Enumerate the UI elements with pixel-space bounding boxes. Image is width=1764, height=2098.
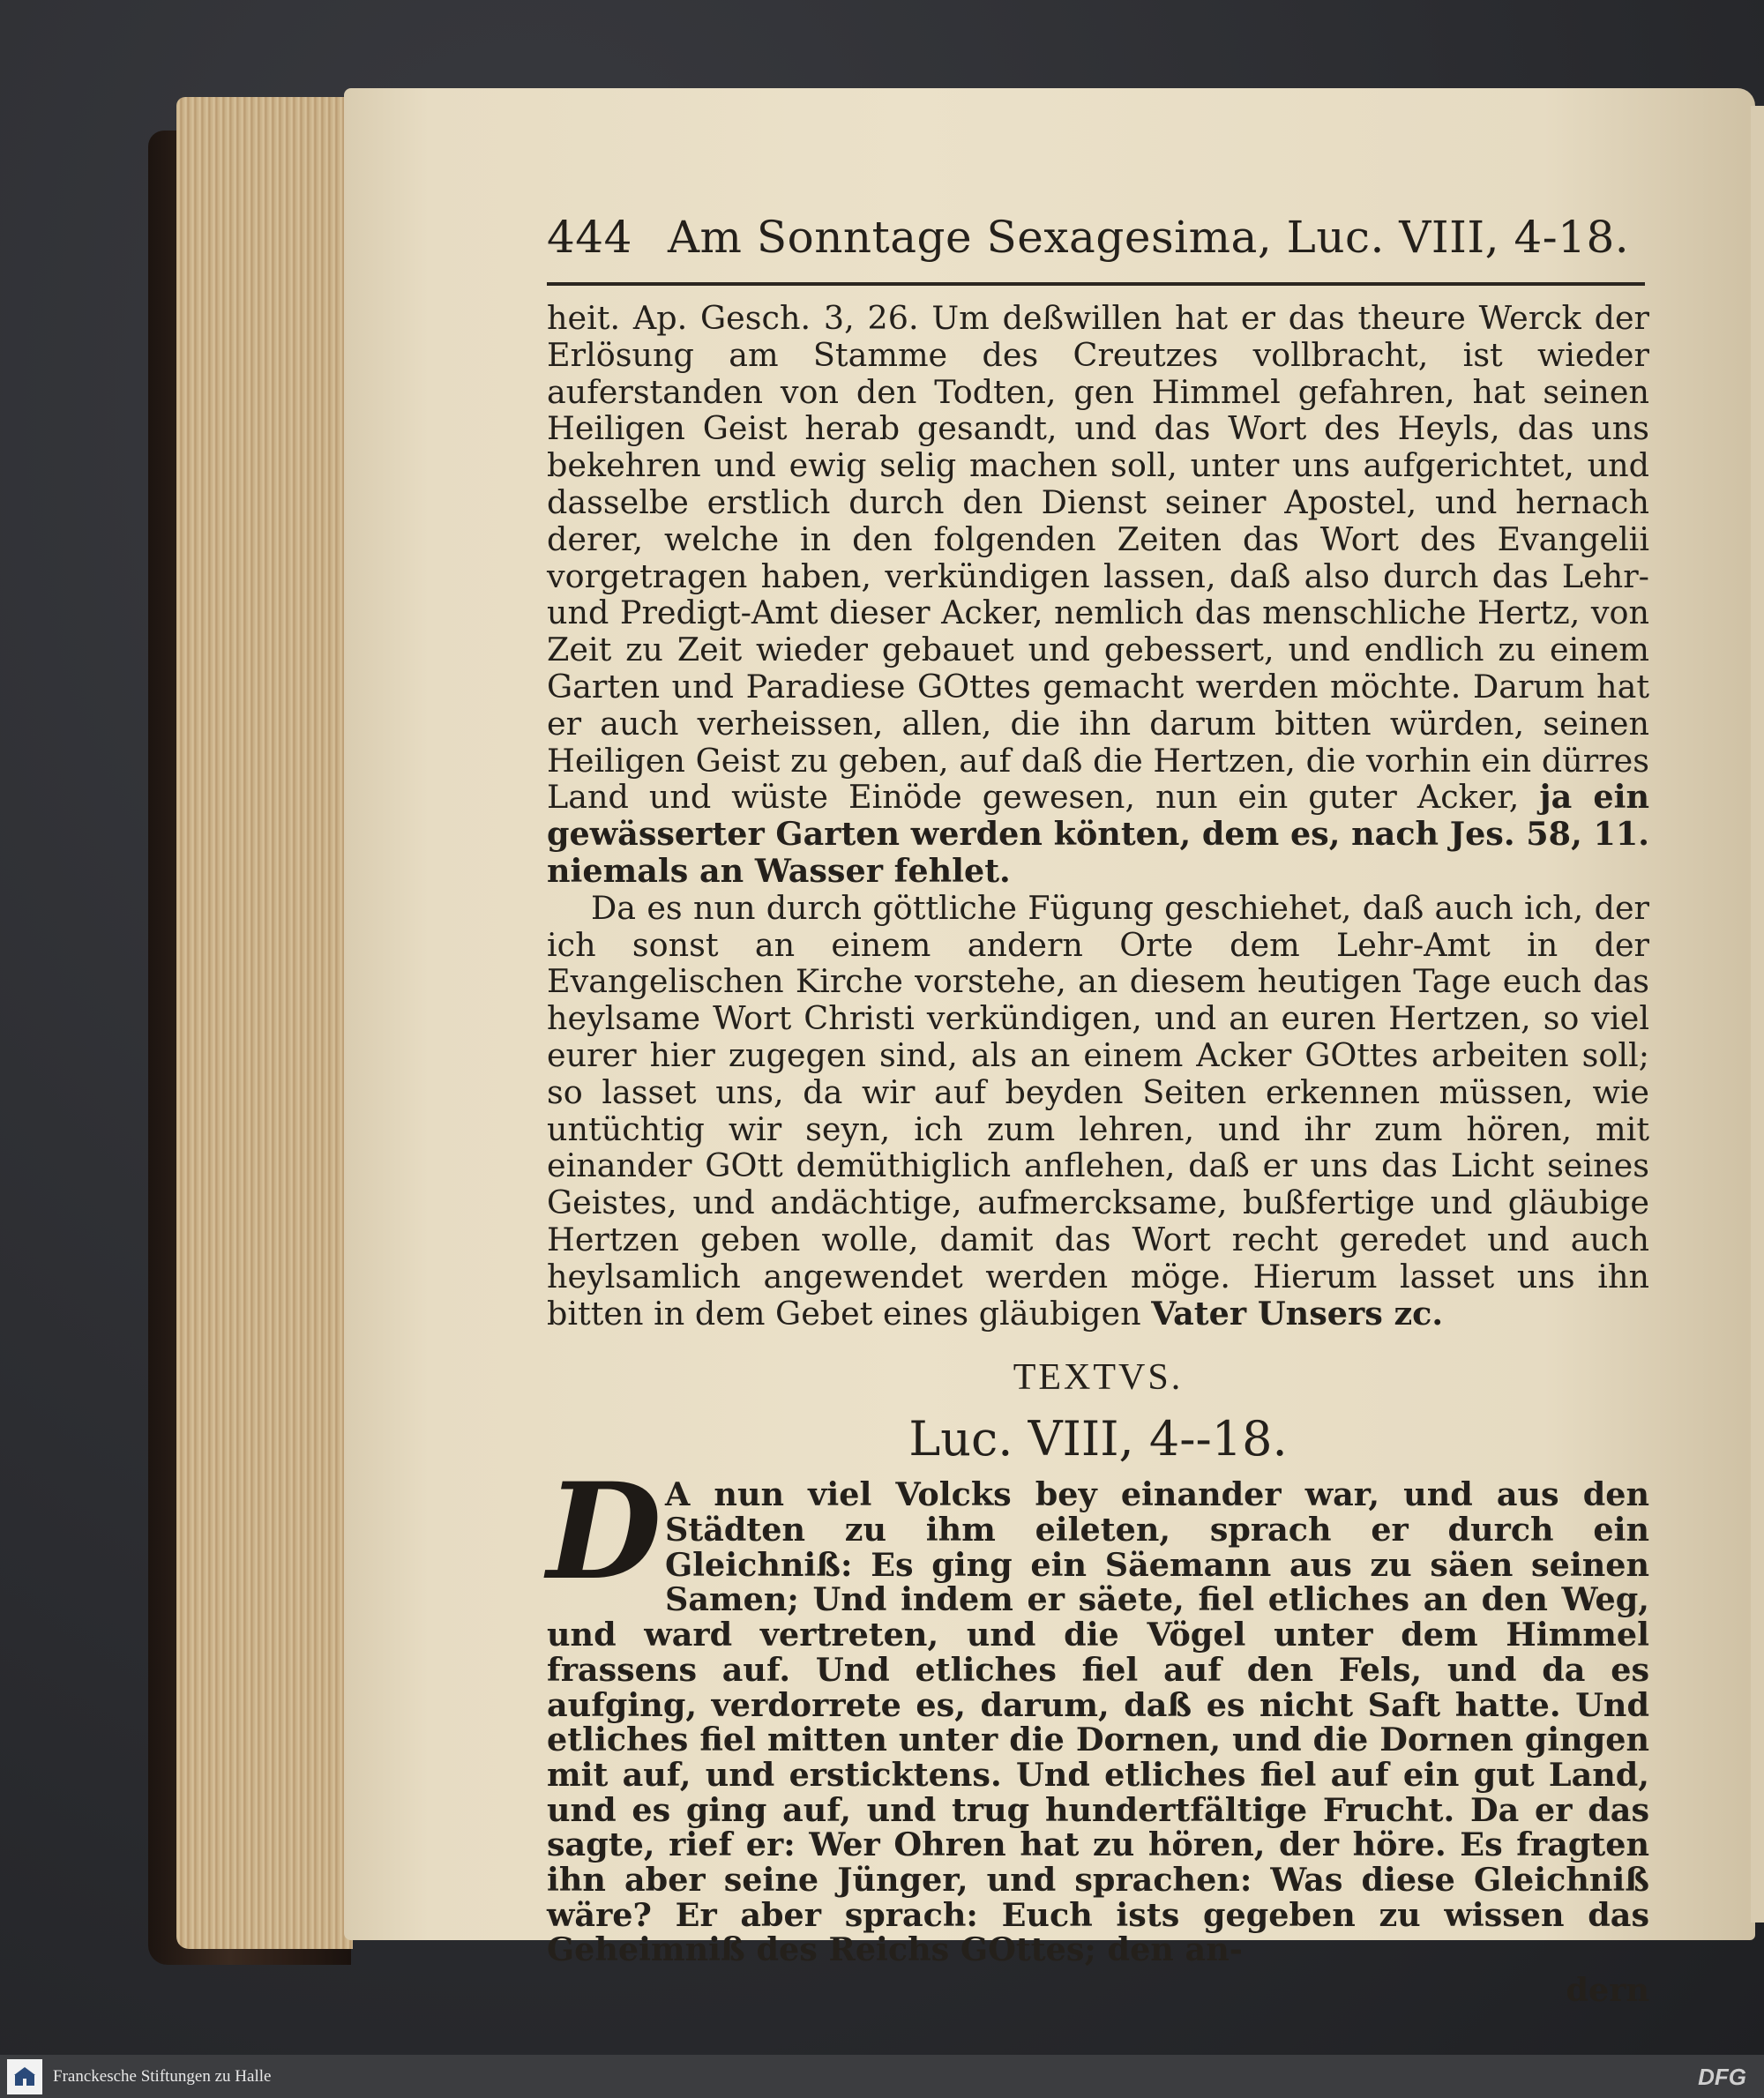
page-number: 444 [547, 212, 632, 263]
dfg-logo: DFG [1698, 2064, 1746, 2090]
sermon-text [547, 300, 1649, 1332]
building-icon [12, 2064, 37, 2089]
page-text-block [547, 212, 1649, 2009]
facing-page-edge [1751, 106, 1764, 1923]
page-fore-edge [176, 97, 353, 1949]
catchword: dern [1566, 1971, 1649, 2010]
header-rule [547, 282, 1645, 286]
sermon-paragraph-2-emphasis: Vater Unsers zc. [1151, 1294, 1444, 1333]
sermon-paragraph-1 [547, 300, 1649, 890]
sermon-paragraph-2 [547, 890, 1649, 1333]
institution-name: Franckesche Stiftungen zu Halle [53, 2066, 272, 2086]
sermon-paragraph-2-text: Da es nun durch göttliche Fügung geschiehet, daß auch ich, der ich sonst an einem andern Orte dem Lehr-Amt in der Evangelischen Kirche vorstehe, an diesem heutigen Tage euch das heylsame Wort Christi verkündigen, und an euren Hertzen, so viel eurer hier zugegen sind, als an einem Acker GOttes arbeiten soll; so lasset uns, da wir auf beyden Seiten erkennen müssen, wie untüchtig wir seyn, ich zum lehren, und ihr zum hören, mit einander GOtt demüthiglich anflehen, daß er uns das Licht seines Geistes, und andächtige, aufmercksame, bußfertige und gläubige Hertzen geben wolle, damit das Wort recht geredet und auch heylsamlich angewendet werden möge. Hierum lasset uns ihn bitten in dem Gebet eines gläubigen [547, 888, 1649, 1333]
decorated-initial: D [547, 1454, 662, 1610]
sermon-paragraph-1-emphasis: ja ein gewässerter Garten werden könten, dem es, nach Jes. 58, 11. niemals an Wasser fehlet. [547, 778, 1649, 890]
gospel-text [547, 1454, 1649, 1969]
running-title: Am Sonntage Sexagesima, Luc. VIII, 4-18. [667, 212, 1630, 263]
running-head [547, 212, 1649, 275]
institution-logo-icon [7, 2059, 42, 2094]
textus-reference: Luc. VIII, 4--18. [908, 1411, 1288, 1467]
textus-heading: TEXTVS. [1013, 1357, 1184, 1399]
viewer-footer [0, 2055, 1764, 2098]
sermon-paragraph-1-text: heit. Ap. Gesch. 3, 26. Um deßwillen hat er das theure Werck der Erlösung am Stamme des Creutzes vollbracht, ist wieder auferstanden von den Todten, gen Himmel gefahren, hat seinen Heiligen Geist herab gesandt, und das Wort des Heyls, das uns bekehren und ewig selig machen soll, unter uns aufgerichtet, und dasselbe erstlich durch den Dienst seiner Apostel, und hernach derer, welche in den folgenden Zeiten das Wort des Evangelii vorgetragen haben, verkündigen lassen, daß also durch das Lehr- und Predigt-Amt dieser Acker, nemlich das menschliche Hertz, von Zeit zu Zeit wieder gebauet und gebessert, und endlich zu einem Garten und Paradiese GOttes gemacht werden möchte. Darum hat er auch verheissen, allen, die ihn darum bitten würden, seinen Heiligen Geist zu geben, auf daß die Hertzen, die vorhin ein dürres Land und wüste Einöde gewesen, nun ein guter Acker, [547, 299, 1649, 817]
gospel-body: A nun viel Volcks bey einander war, und aus den Städten zu ihm eileten, sprach er durch ein Gleichniß: Es ging ein Säemann aus zu säen seinen Samen; Und indem er säete, fiel etliches an den Weg, und ward vertreten, und die Vögel unter dem Himmel frassens auf. Und etliches fiel auf den Fels, und da es aufging, verdorrete es, darum, daß es nicht Saft hatte. Und etliches fiel mitten unter die Dornen, und die Dornen gingen mit auf, und ersticktens. Und etliches fiel auf ein gut Land, und es ging auf, und trug hundertfältige Frucht. Da er das sagte, rief er: Wer Ohren hat zu hören, der höre. Es fragten ihn aber seine Jünger, und sprachen: Was diese Gleichniß wäre? Er aber sprach: Euch ists gegeben zu wissen das Geheimniß des Reichs GOttes; den an- [547, 1475, 1649, 1969]
